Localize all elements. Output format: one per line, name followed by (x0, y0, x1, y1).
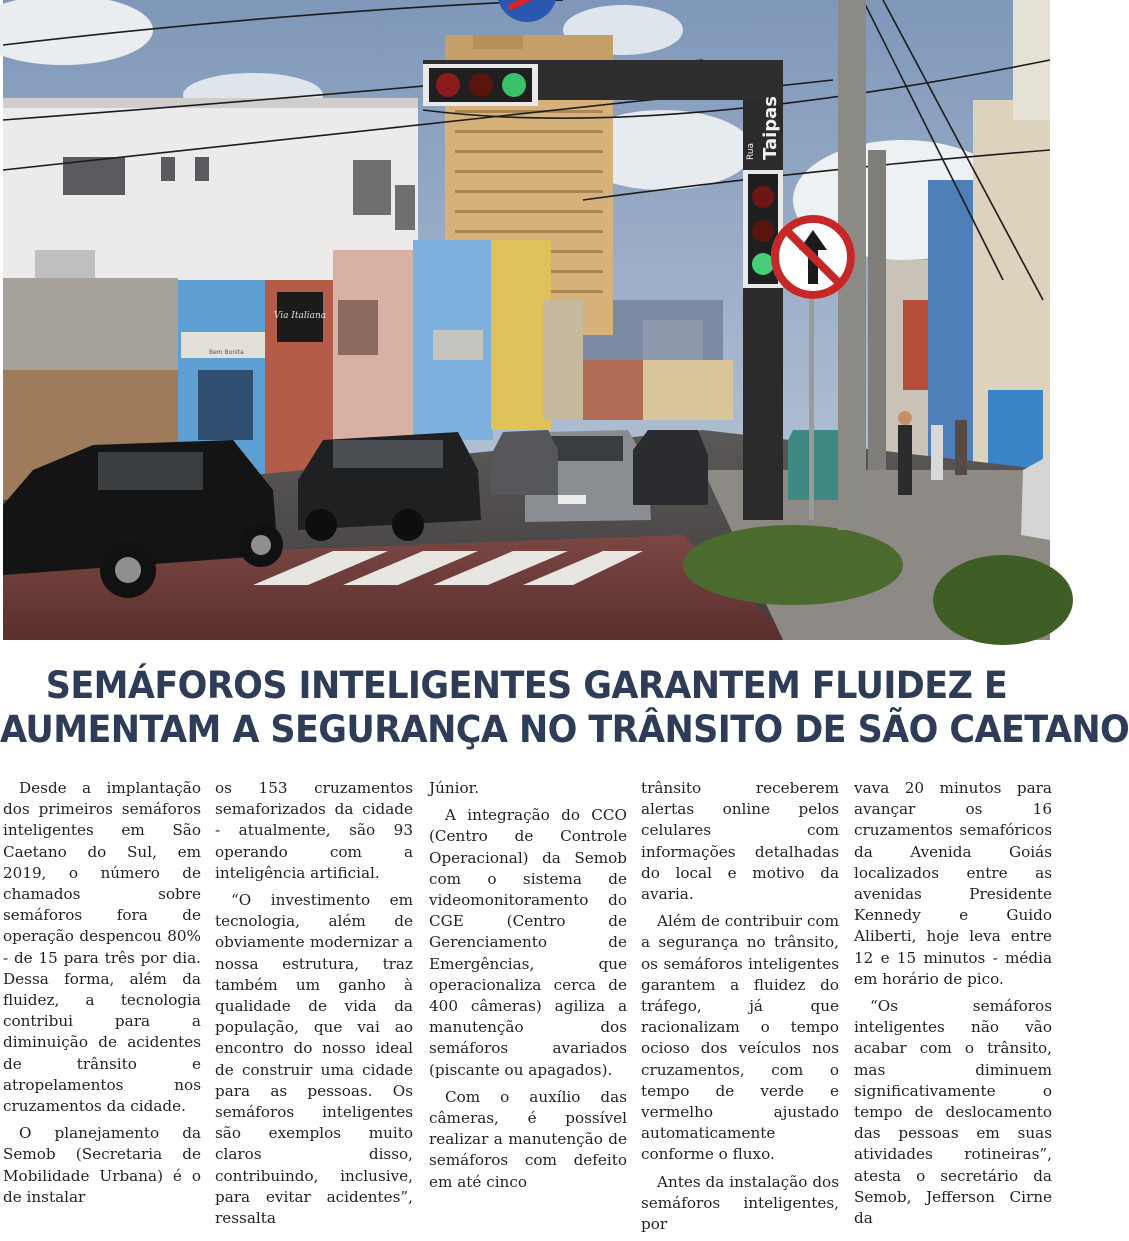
paragraph: os 153 cruzamentos semaforizados da cidade - atualmente, são 93 operando com a inteligência artificial. (215, 779, 413, 882)
headline-line-2: AUMENTAM A SEGURANÇA NO TRÂNSITO DE SÃO CAETANO (0, 708, 1129, 752)
paragraph: Antes da instalação dos semáforos inteligentes, por (641, 1172, 839, 1234)
street-sign-rua: Rua (746, 142, 756, 160)
article-column-5 (854, 778, 1052, 1235)
headline (0, 664, 1129, 752)
article-column-2 (215, 778, 413, 1235)
paragraph: O planejamento da Semob (Secretaria de Mobilidade Urbana) é o de instalar (3, 1124, 201, 1206)
article-column-1 (3, 778, 201, 1214)
shop-sign-bem-bonita: Bem Bonita (209, 349, 244, 356)
paragraph: Além de contribuir com a segurança no trânsito, os semáforos inteligentes garantem a fluidez do tráfego, já que racionalizam o tempo ocioso dos veículos nos cruzamentos, com o tempo de verde e vermelho ajustado automaticamente conforme o fluxo. (641, 912, 839, 1164)
paragraph: Júnior. (429, 779, 480, 797)
street-sign-taipas: Taipas (760, 95, 781, 160)
paragraph: Com o auxílio das câmeras, é possível realizar a manutenção de semáforos com defeito em até cinco (429, 1087, 627, 1191)
paragraph: “O investimento em tecnologia, além de obviamente modernizar a nossa estrutura, traz também um ganho à qualidade de vida da população, que vai ao encontro do nosso ideal de construir uma cidade para as pessoas. Os semáforos inteligentes são exemplos muito claros disso, contribuindo, inclusive, para evitar acidentes”, ressalta (215, 891, 413, 1228)
article-column-4 (641, 778, 839, 1241)
article-body (3, 778, 1052, 1234)
street-photo (3, 0, 1050, 638)
paragraph: “Os semáforos inteligentes não vão acabar com o trânsito, mas diminuem significativamente o tempo de deslocamento das pessoas em suas atividades rotineiras”, atesta o secretário da Semob, Jefferson Cirne da (854, 997, 1052, 1228)
paragraph: Desde a implantação dos primeiros semáforos inteligentes em São Caetano do Sul, em 2019, o número de chamados sobre semáforos fora de operação despencou 80% - de 15 para três por dia. Dessa forma, além da fluidez, a tecnologia contribui para a diminuição de acidentes de trânsito e atropelamentos nos cruzamentos da cidade. (3, 779, 201, 1116)
paragraph: vava 20 minutos para avançar os 16 cruzamentos semafóricos da Avenida Goiás localizados entre as avenidas Presidente Kennedy e Guido Aliberti, hoje leva entre 12 e 15 minutos - média em horário de pico. (854, 779, 1052, 988)
article-column-3 (429, 778, 627, 1199)
shop-sign-via-italiana: Via Italiana (273, 311, 327, 321)
paragraph: trânsito receberem alertas online pelos celulares com informações detalhadas do local e motivo da avaria. (641, 779, 839, 904)
paragraph: A integração do CCO (Centro de Controle Operacional) da Semob com o sistema de videomonitoramento do CGE (Centro de Gerenciamento de Emergências, que operacionaliza cerca de 400 câmeras) agiliza a manutenção dos semáforos avariados (piscante ou apagados). (429, 806, 627, 1079)
headline-line-1: SEMÁFOROS INTELIGENTES GARANTEM FLUIDEZ E (45, 664, 1008, 708)
